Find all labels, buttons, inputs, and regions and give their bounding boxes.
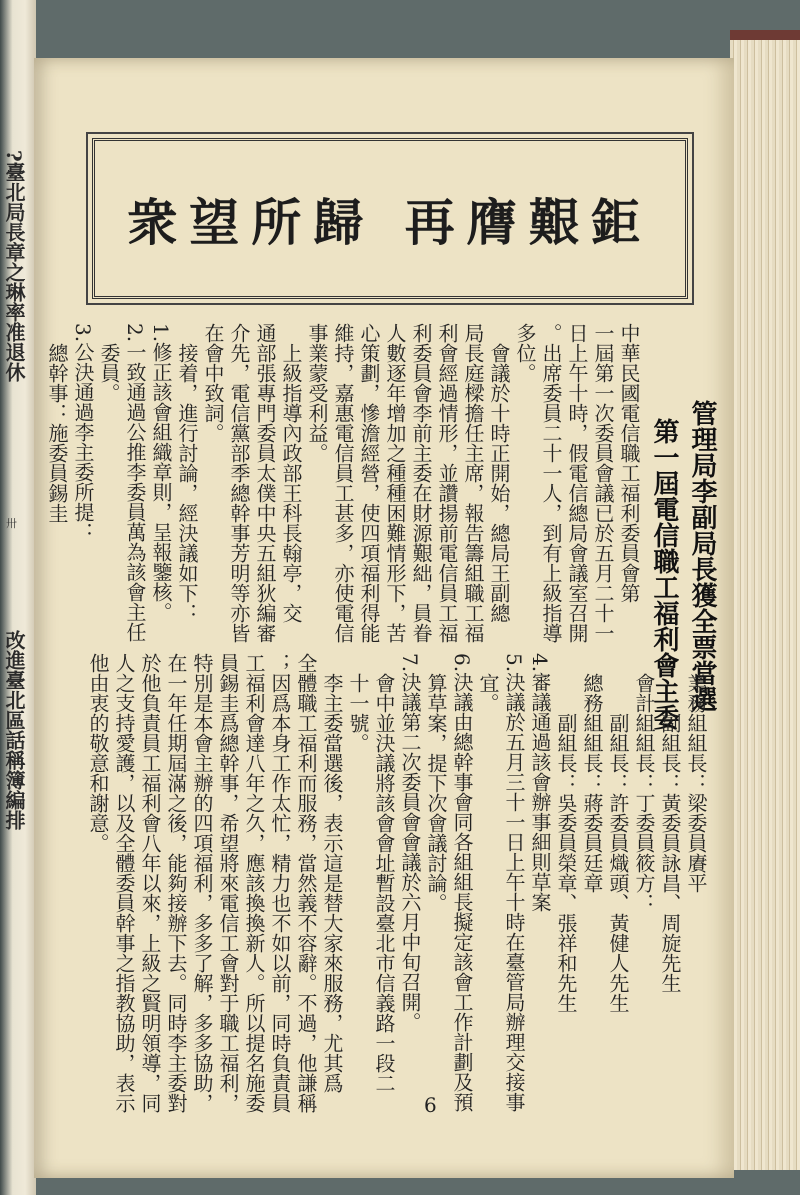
text-column: 6.決議由總幹事會同各組組長擬定該會工作計劃及預 xyxy=(450,653,474,1113)
text-column: 業務組組長：梁委員賡平 xyxy=(684,653,708,893)
banner-slogan: 衆望所歸 再膺艱鉅 xyxy=(127,192,653,252)
text-column: 總幹事：施委員錫圭 xyxy=(45,323,69,523)
text-column: 多位。 xyxy=(513,323,537,383)
text-column: 事業蒙受利益。 xyxy=(305,323,329,463)
text-column: 副組長：黃委員詠昌、周旋先生 xyxy=(658,653,682,993)
text-column: 一屆第一次委員會議已於五月二十一 xyxy=(591,323,615,643)
text-column: 利委員會李前主委在財源艱絀，員眷 xyxy=(409,323,433,643)
article-bottom-block xyxy=(86,653,709,1113)
text-column: 他由衷的敬意和謝意。 xyxy=(86,653,110,853)
text-column: 3.公決通過李主委所提： xyxy=(71,323,95,543)
text-column: 委員。 xyxy=(97,323,121,403)
text-column: 會計組組長：丁委員筱方： xyxy=(632,653,656,913)
text-column: 7.決議第二次委員會會議於六月中旬召開。 xyxy=(398,653,422,1033)
left-page-title-a: ?臺北局長章之琳率准退休 xyxy=(2,150,26,382)
text-column: 算草案，提下次會議討論。 xyxy=(424,653,448,913)
text-column: 於他負責員工福利會八年以來，上級之賢明領導，同 xyxy=(138,653,162,1113)
text-column: 會議於十時正開始，總局王副總 xyxy=(487,323,511,623)
page-stack-edge xyxy=(730,40,800,1170)
text-column: 日上午十時，假電信總局會議室召開 xyxy=(565,323,589,643)
text-column: 李主委當選後，表示這是替大家來服務，尤其爲 xyxy=(320,653,344,1093)
text-column: 宜。 xyxy=(476,653,500,713)
text-column: ；因爲本身工作太忙，精力也不如以前，同時負責員 xyxy=(268,653,292,1113)
text-column: 特別是本會主辦的四項福利，多多了解，多多協助， xyxy=(190,653,214,1113)
text-column: 副組長：許委員熾頭、黃健人先生 xyxy=(606,653,630,1013)
text-column: 人數逐年增加之種種困難情形下，苦 xyxy=(383,323,407,643)
text-column: 局長庭樑擔任主席，報告籌組職工福 xyxy=(461,323,485,643)
text-column: 維持，嘉惠電信員工甚多，亦使電信 xyxy=(331,323,355,643)
text-column: 心策劃，慘澹經營，使四項福利得能 xyxy=(357,323,381,643)
page xyxy=(34,58,734,1178)
headline-sub: 第一屆電信職工福利會主委 xyxy=(649,418,679,730)
left-page-mark: 卅 xyxy=(6,517,17,530)
text-column: 人之支持愛護，以及全體委員幹事之指教協助，表示 xyxy=(112,653,136,1113)
headline-main: 管理局李副局長獲全票當選 xyxy=(687,400,717,712)
text-column: 。出席委員二十一人，到有上級指導 xyxy=(539,323,563,643)
text-column: 介先，電信黨部季總幹事芳明等亦皆 xyxy=(227,323,251,643)
left-page-title-b: 改進臺北區話稱簿編排 xyxy=(2,630,26,830)
text-column: 2.一致通過公推李委員萬為該會主任 xyxy=(123,323,147,643)
banner-frame xyxy=(92,138,688,299)
text-column: 接着，進行討論，經決議如下： xyxy=(175,323,199,623)
text-column: 會中並決議將該會會址暫設臺北市信義路一段二 xyxy=(372,653,396,1093)
text-column: 通部張專門委員太僕中央五組狄編審 xyxy=(253,323,277,643)
text-column: 在會中致詞。 xyxy=(201,323,225,443)
text-column: 副組長：吳委員榮章、張祥和先生 xyxy=(554,653,578,1013)
text-column: 1.修正該會組織章則，呈報鑒核。 xyxy=(149,323,173,623)
text-column: 全體職工福利而服務，當然義不容辭。不過，他謙稱 xyxy=(294,653,318,1113)
text-column: 上級指導內政部王科長翰亭，交 xyxy=(279,323,303,623)
left-page-fragment xyxy=(0,150,26,1030)
text-column: 5.決議於五月三十一日上午十時在臺管局辦理交接事 xyxy=(502,653,526,1113)
text-column: 工福利會達八年之久，應該換換新人。所以提名施委 xyxy=(242,653,266,1113)
page-number: 6 xyxy=(424,1093,437,1117)
text-column: 總務組組長：蔣委員廷章 xyxy=(580,653,604,893)
article-top-block xyxy=(45,323,642,643)
text-column: 利會經過情形，並讚揚前電信員工福 xyxy=(435,323,459,643)
text-column: 員錫圭爲總幹事，希望將來電信工會對于職工福利， xyxy=(216,653,240,1113)
text-column: 十一號。 xyxy=(346,653,370,753)
text-column: 4.審議通過該會辦事細則草案 xyxy=(528,653,552,913)
text-column: 中華民國電信職工福利委員會第 xyxy=(617,323,641,603)
text-column: 在一年任期屆滿之後，能夠接辦下去。同時李主委對 xyxy=(164,653,188,1113)
